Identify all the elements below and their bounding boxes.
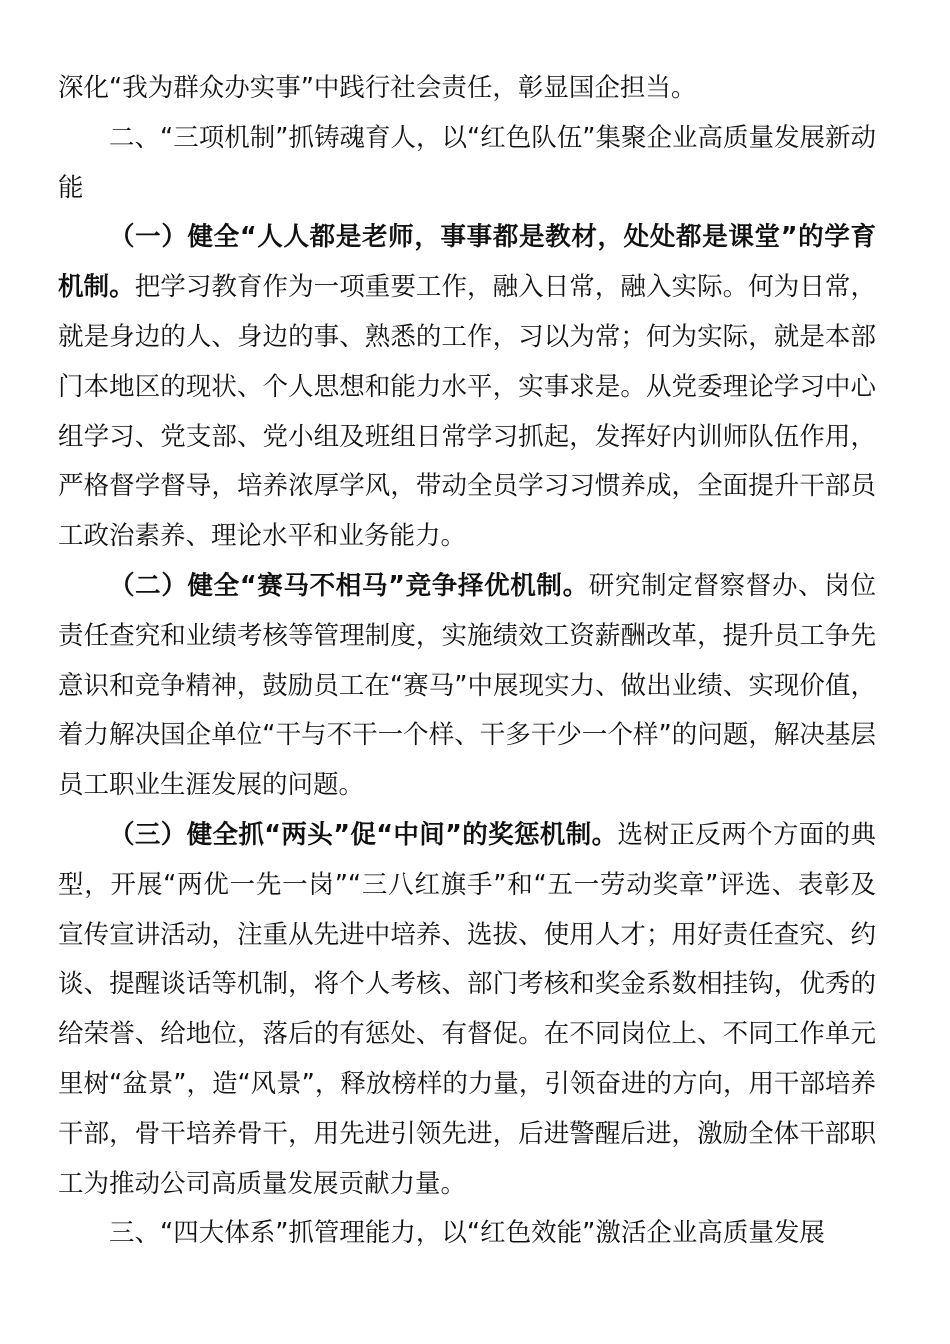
subheading-two: （二）健全“赛马不相马”竞争择优机制。 [109,570,589,601]
subheading-three: （三）健全抓“两头”促“中间”的奖惩机制。 [109,819,618,850]
paragraph-competition-mechanism [58,562,876,811]
paragraph-body: 把学习教育作为一项重要工作，融入日常，融入实际。何为日常，就是身边的人、身边的事、熟悉的工作，习以为常；何为实际，就是本部门本地区的现状、个人思想和能力水平，实事求是。从党委理论学习中心组学习、党支部、党小组及班组日常学习抓起，发挥好内训师队伍作用，严格督学督导，培养浓厚学风，带动全员学习习惯养成，全面提升干部员工政治素养、理论水平和业务能力。 [58,272,876,552]
paragraph-body: 研究制定督察督办、岗位责任查究和业绩考核等管理制度，实施绩效工资薪酬改革，提升员工争先意识和竞争精神，鼓励员工在“赛马”中展现实力、做出业绩、实现价值，着力解决国企单位“干与不干一个样、干多干少一个样”的问题，解决基层员工职业生涯发展的问题。 [58,570,876,801]
document-page [58,64,876,1259]
paragraph-learning-mechanism [58,213,876,562]
section-heading-three: 三、“四大体系”抓管理能力，以“红色效能”激活企业高质量发展 [109,1218,825,1249]
paragraph-body: 选树正反两个方面的典型，开展“两优一先一岗”“三八红旗手”和“五一劳动奖章”评选、表彰及宣传宣讲活动，注重从先进中培养、选拔、使用人才；用好责任查究、约谈、提醒谈话等机制，将个人考核、部门考核和奖金系数相挂钩，优秀的给荣誉、给地位，落后的有惩处、有督促。在不同岗位上、不同工作单元里树“盆景”，造“风景”，释放榜样的力量，引领奋进的方向，用干部培养干部，骨干培养骨干，用先进引领先进，后进警醒后进，激励全体干部职工为推动公司高质量发展贡献力量。 [58,819,876,1199]
section-heading-two: 二、“三项机制”抓铸魂育人，以“红色队伍”集聚企业高质量发展新动能 [58,122,876,203]
paragraph-reward-mechanism [58,811,876,1209]
subheading-one: （一）健全“人人都是老师，事事都是教材，处处都是课堂”的学育机制。 [58,222,876,303]
paragraph-continuation: 深化“我为群众办实事”中践行社会责任，彰显国企担当。 [58,73,697,103]
